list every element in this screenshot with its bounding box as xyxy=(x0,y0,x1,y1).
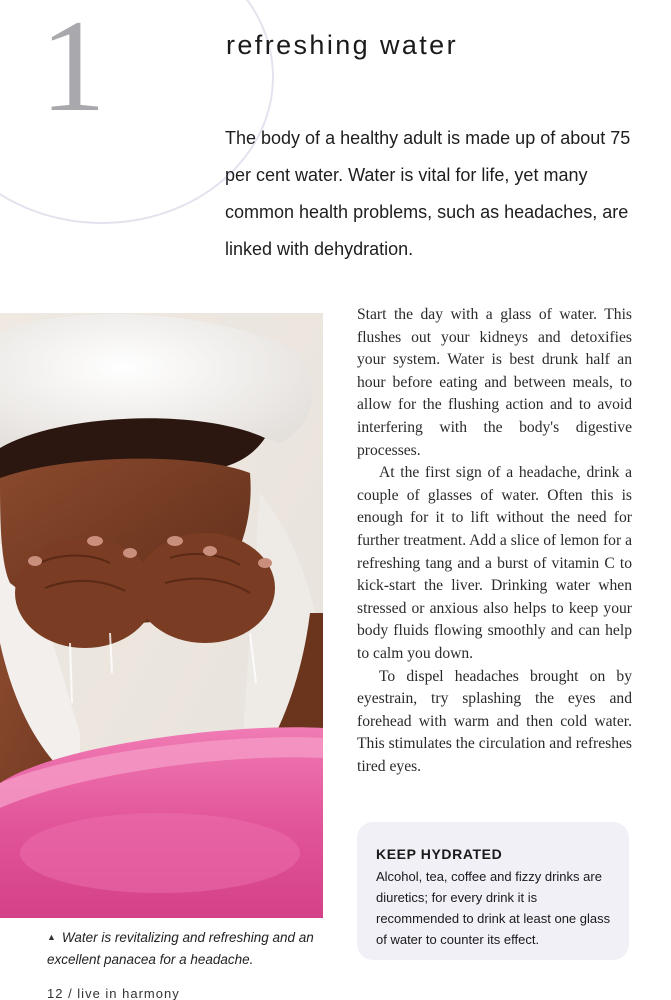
photo-woman-washing-face xyxy=(0,313,323,918)
photo-illustration xyxy=(0,313,323,918)
tip-text: Alcohol, tea, coffee and fizzy drinks are diuretics; for every drink it is recommended to drink at least one glass of water to counter its effect. xyxy=(376,869,611,947)
tip-title: KEEP HYDRATED xyxy=(376,846,503,862)
page-footer: 12 / live in harmony xyxy=(47,986,180,1000)
body-paragraph: Start the day with a glass of water. This flushes out your kidneys and detoxifies your system. Water is best drunk half an hour before eating and between meals, to allow for the flushing action and to avoid interfering with the body's digestive processes. xyxy=(357,306,632,459)
photo-caption xyxy=(47,926,337,971)
body-paragraph: To dispel headaches brought on by eyestrain, try splashing the eyes and forehead with warm and then cold water. This stimulates the circulation and refreshes tired eyes. xyxy=(357,667,632,775)
body-paragraph: At the first sign of a headache, drink a couple of glasses of water. Often this is enough for it to lift without the need for further treatment. Add a slice of lemon for a refreshing tang and a burst of vitamin C to kick-start the liver. Drinking water when stressed or anxious also helps to keep your body fluids flowing smoothly and can help to calm you down. xyxy=(357,464,632,662)
section-number: 1 xyxy=(40,0,106,139)
page-title: refreshing water xyxy=(226,30,458,60)
caption-text: Water is revitalizing and refreshing and an excellent panacea for a headache. xyxy=(47,930,314,967)
caption-triangle-icon: ▲ xyxy=(47,932,56,942)
intro-text: The body of a healthy adult is made up of about 75 per cent water. Water is vital for life, yet many common health problems, such as headaches, are linked with dehydration. xyxy=(225,128,631,259)
body-text-column xyxy=(357,304,632,778)
